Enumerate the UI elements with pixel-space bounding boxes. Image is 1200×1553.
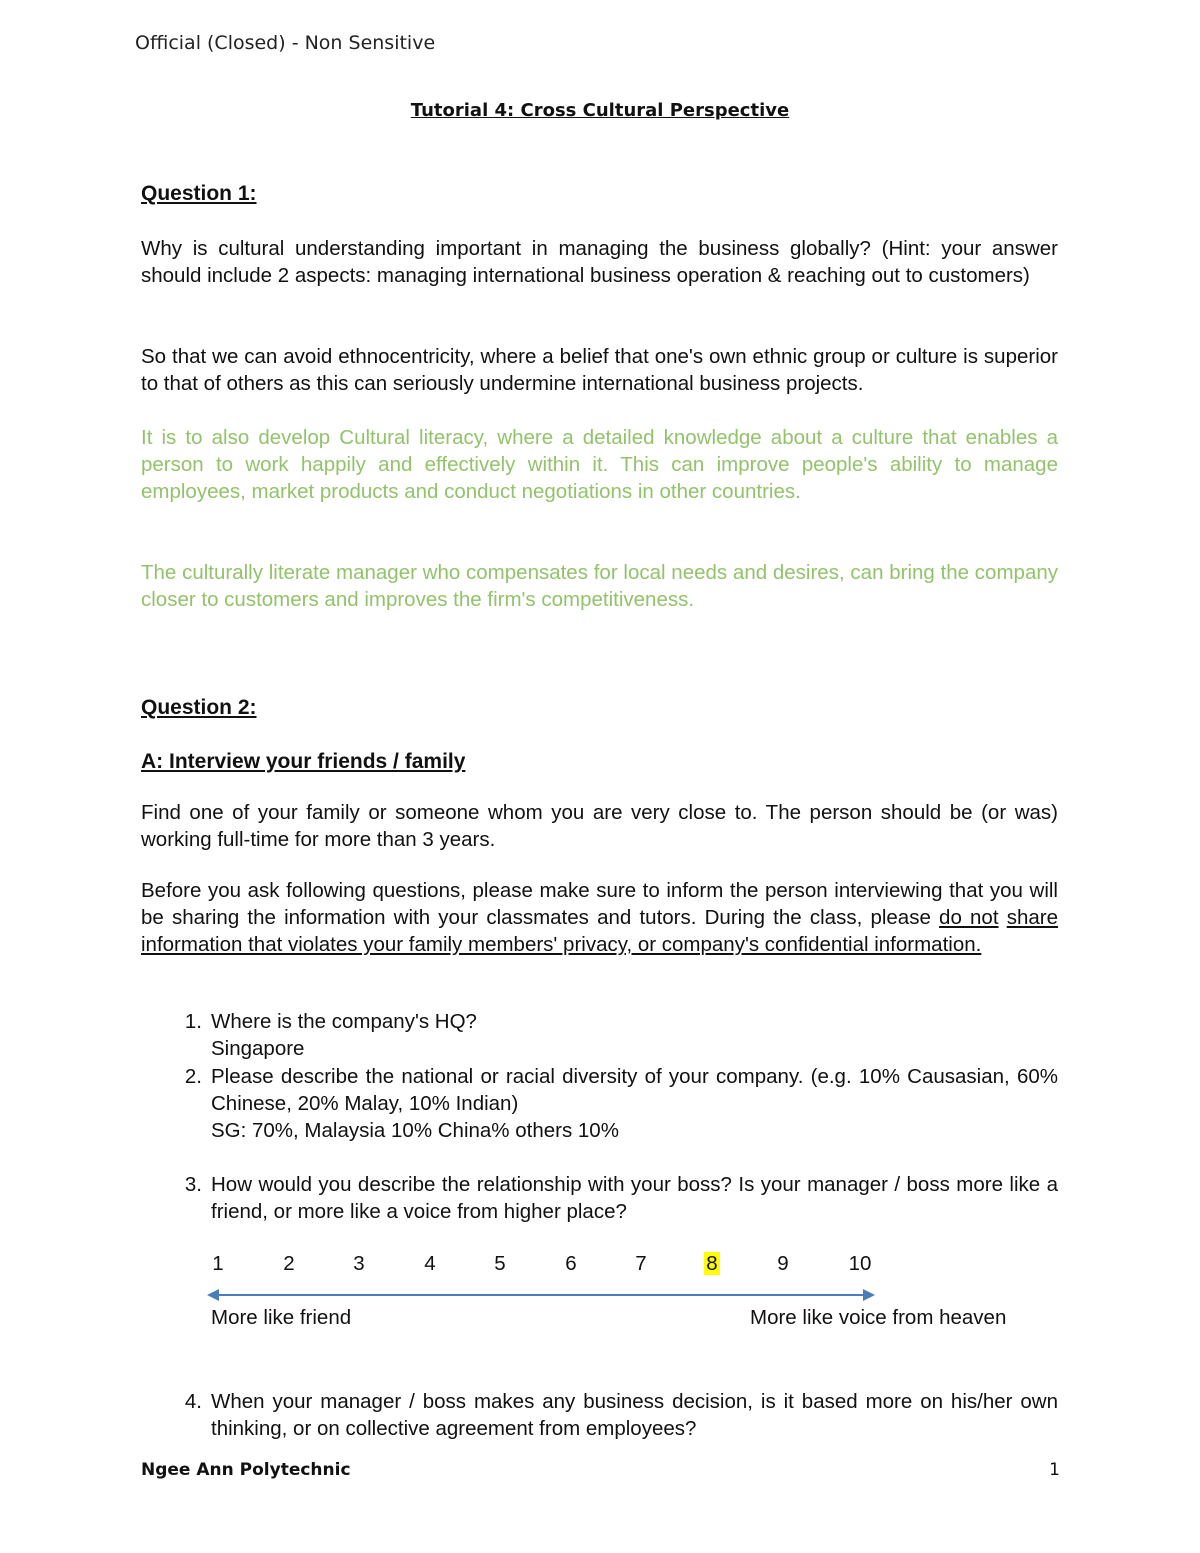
question-1-prompt: Why is cultural understanding important in managing the business globally? (Hint: your answer should include 2 aspects: managing international business operation & reaching out to customers) [141, 237, 1058, 287]
question-1-answer-competitiveness: The culturally literate manager who compensates for local needs and desires, can bring the company closer to customers and improves the firm's competitiveness. [141, 561, 1058, 611]
scale-number: 5 [494, 1252, 506, 1275]
question-text: Please describe the national or racial diversity of your company. (e.g. 10% Causasian, 60% Chinese, 20% Malay, 10% Indian) [211, 1065, 1058, 1115]
scale-number: 7 [635, 1252, 647, 1275]
question-2-subheading: A: Interview your friends / family [141, 750, 466, 773]
question-text: Where is the company's HQ? [211, 1010, 477, 1033]
list-number: 4. [184, 1390, 202, 1413]
classification-label: Official (Closed) - Non Sensitive [135, 32, 436, 54]
question-text: When your manager / boss makes any business decision, is it based more on his/her own thinking, or on collective agreement from employees? [211, 1390, 1058, 1440]
question-text: How would you describe the relationship with your boss? Is your manager / boss more like a friend, or more like a voice from higher place? [211, 1173, 1058, 1223]
scale-right-label: More like voice from heaven [750, 1306, 1007, 1329]
list-item-boss-relationship [211, 1171, 1058, 1225]
scale-arrow [205, 1285, 885, 1305]
scale-number: 4 [424, 1252, 436, 1275]
instructions-privacy-note: share information that violates your family members' privacy, or company's confidential information. [141, 906, 1058, 956]
scale-number-selected: 8 [706, 1252, 718, 1275]
page-title: Tutorial 4: Cross Cultural Perspective [410, 100, 790, 121]
page-number: 1 [1049, 1460, 1060, 1480]
question-2-instructions [141, 877, 1058, 958]
list-item-decision-making [211, 1388, 1058, 1442]
instructions-text: Before you ask following questions, please make sure to inform the person interviewing that you will be sharing the information with your classmates and tutors. During the class, please [141, 879, 1058, 929]
list-item-diversity [211, 1063, 1058, 1144]
list-item-hq [211, 1008, 1058, 1062]
list-number: 2. [184, 1065, 202, 1088]
question-2-heading: Question 2: [141, 696, 257, 719]
scale-number: 1 [212, 1252, 224, 1275]
question-1-heading: Question 1: [141, 182, 257, 205]
scale-number: 10 [848, 1252, 872, 1275]
question-1-answer-ethnocentricity: So that we can avoid ethnocentricity, where a belief that one's own ethnic group or culture is superior to that of others as this can seriously undermine international business projects. [141, 345, 1058, 395]
scale-number: 2 [283, 1252, 295, 1275]
list-number: 1. [184, 1010, 202, 1033]
instructions-space [999, 906, 1007, 929]
scale-number: 3 [353, 1252, 365, 1275]
list-number: 3. [184, 1173, 202, 1196]
footer-institution: Ngee Ann Polytechnic [141, 1460, 351, 1480]
scale-number: 9 [777, 1252, 789, 1275]
answer-text: SG: 70%, Malaysia 10% China% others 10% [211, 1119, 619, 1142]
instructions-do-not: do not [939, 906, 999, 929]
answer-text: Singapore [211, 1037, 305, 1060]
question-1-answer-cultural-literacy: It is to also develop Cultural literacy, where a detailed knowledge about a culture that enables a person to work happily and effectively within it. This can improve people's ability to manage employees, market products and conduct negotiations in other countries. [141, 426, 1058, 503]
scale-left-label: More like friend [211, 1306, 352, 1329]
question-2-intro: Find one of your family or someone whom you are very close to. The person should be (or was) working full-time for more than 3 years. [141, 801, 1058, 851]
scale-number: 6 [565, 1252, 577, 1275]
